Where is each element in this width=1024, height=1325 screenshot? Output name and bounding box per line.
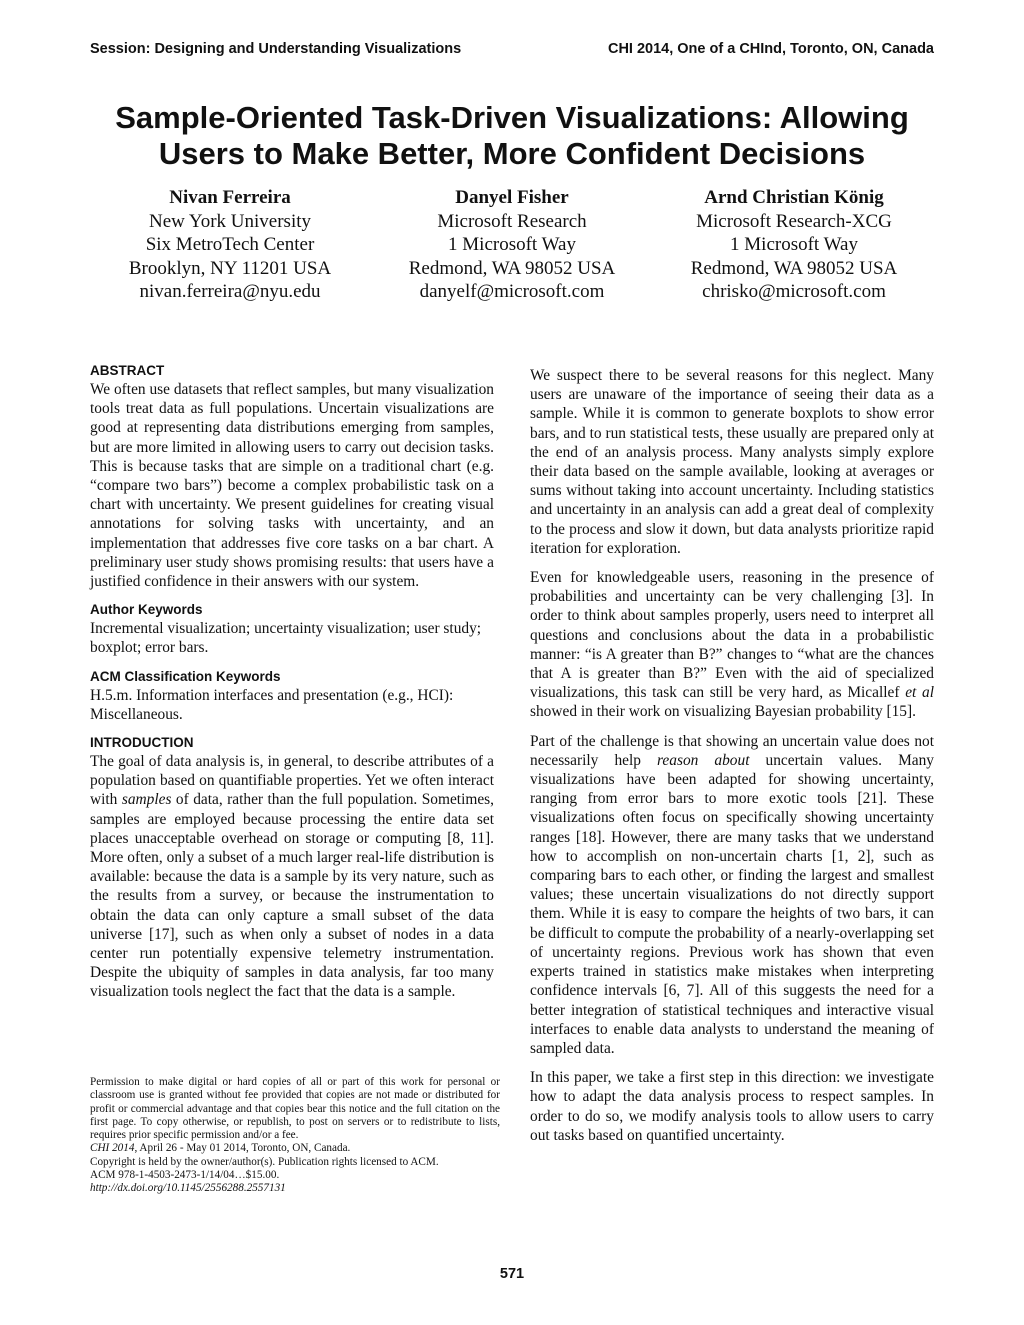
title-line-1: Sample-Oriented Task-Driven Visualizations: Allowing <box>115 100 909 135</box>
author-email: nivan.ferreira@nyu.edu <box>139 281 321 302</box>
introduction-heading: INTRODUCTION <box>90 735 194 751</box>
right-paragraph-3 <box>530 732 934 1058</box>
keywords-heading: Author Keywords <box>90 602 203 618</box>
right-paragraph-2 <box>530 568 934 722</box>
author-email: chrisko@microsoft.com <box>702 281 886 302</box>
left-column <box>90 362 494 1002</box>
abstract-heading: ABSTRACT <box>90 363 165 378</box>
author-1 <box>90 186 370 304</box>
abstract-text: We often use datasets that reflect samples, but many visualization tools treat data as full populations. Uncertain visualizations are good at representing data distributions emerging from samples, but are more limited in allowing users to carry out decision tasks. This is because tasks that are simple on a traditional chart (e.g. “compare two bars”) become a complex probabilistic task on a chart with uncertainty. We present guidelines for creating visual annotations for solving tasks with uncertainty, and an implementation that addresses five core tasks on a bar chart. A preliminary user study shows promising results: that users have a justified confidence in their answers with our system. <box>90 381 494 591</box>
permission-block <box>90 1076 500 1196</box>
right-paragraph-4: In this paper, we take a first step in this direction: we investigate how to adapt the data analysis process to respect samples. In order to do so, we modify analysis tools to allow users to carry out tasks based on quantified uncertainty. <box>530 1069 934 1144</box>
author-city: Redmond, WA 98052 USA <box>408 257 616 279</box>
p3-text-a: Part of the challenge is that showing an uncertain value does not necessarily help <box>530 732 934 769</box>
doi-link[interactable] <box>90 1182 500 1195</box>
author-name: Arnd Christian König <box>704 187 884 208</box>
author-2 <box>372 186 652 304</box>
author-affiliation: Microsoft Research <box>437 210 587 232</box>
author-email: danyelf@microsoft.com <box>419 281 605 302</box>
right-column <box>530 362 934 1145</box>
right-paragraph-1: We suspect there to be several reasons for this neglect. Many users are unaware of the importance of seeing their data as a sample. While it is common to generate boxplots to show error bars, and to run statistical tests, these usually are prepared only at the end of an analysis process. Many analysts simply explore their data based on the sample available, looking at averages or sums without taking into account uncertainty. Including statistics and uncertainty in an analysis can add a great deal of complexity to the process and slow it down, but data analysts prioritize rapid iteration for exploration. <box>530 367 934 557</box>
conference-label: CHI 2014, One of a CHInd, Toronto, ON, Canada <box>607 41 934 57</box>
title-line-2: Users to Make Better, More Confident Decisions <box>158 136 866 171</box>
conference-details: , April 26 - May 01 2014, Toronto, ON, Canada. <box>134 1142 351 1155</box>
introduction-paragraph <box>90 752 494 1002</box>
paper-title <box>60 100 964 172</box>
acm-number: ACM 978-1-4503-2473-1/14/04…$15.00. <box>90 1169 280 1182</box>
author-city: Brooklyn, NY 11201 USA <box>128 257 332 279</box>
author-street: 1 Microsoft Way <box>730 234 858 255</box>
session-label: Session: Designing and Understanding Visualizations <box>90 41 462 57</box>
conference-name: CHI 2014 <box>90 1142 135 1155</box>
author-affiliation: New York University <box>148 210 312 232</box>
permission-text: Permission to make digital or hard copies of all or part of this work for personal or classroom use is granted without fee provided that copies are not made or distributed for profit or commercial advantage and that copies bear this notice and the full citation on the first page. To copy otherwise, or republish, to post on servers or to redistribute to lists, requires prior specific permission and/or a fee. <box>90 1076 500 1142</box>
intro-text-b: of data, rather than the full population. Sometimes, samples are employed because processing the entire data set places unacceptable overhead on storage or computing [8, 11]. More often, only a subset of a much larger real-life distribution is available: because the data is a sample by its very nature, such as the results from a survey, or because the instrumentation to obtain the data can only capture a small subset of the data universe [17], such as when only a subset of nodes in a data center run potentially expensive telemetry instrumentation. Despite the ubiquity of samples in data analysis, far too many visualization tools neglect the fact that the data is a sample. <box>90 791 494 1001</box>
p2-text-a: Even for knowledgeable users, reasoning in the presence of probabilities and uncertainty can be very challenging [3]. In order to think about samples properly, users need to interpret all questions and conclusions about the data in a probabilistic manner: “is A greater than B?” changes to “what are the chances that A is greater than B?” Even with the aid of specialized visualizations, this task can still be very hard, as Micallef <box>530 569 934 702</box>
conference-line <box>90 1142 500 1155</box>
author-block <box>90 186 934 304</box>
author-city: Redmond, WA 98052 USA <box>690 257 898 279</box>
author-street: Six MetroTech Center <box>145 234 315 255</box>
intro-emphasis: samples <box>121 791 172 809</box>
p2-text-b: showed in their work on visualizing Bayesian probability [15]. <box>530 703 916 721</box>
running-header <box>90 41 934 57</box>
author-name: Danyel Fisher <box>455 187 569 208</box>
author-3 <box>654 186 934 304</box>
author-street: 1 Microsoft Way <box>448 234 576 255</box>
copyright-line: Copyright is held by the owner/author(s). Publication rights licensed to ACM. <box>90 1155 439 1168</box>
acm-heading: ACM Classification Keywords <box>90 668 281 684</box>
acm-text: H.5.m. Information interfaces and presentation (e.g., HCI): Miscellaneous. <box>90 686 454 723</box>
author-name: Nivan Ferreira <box>169 187 291 208</box>
page-number: 571 <box>499 1266 525 1282</box>
p2-emphasis: et al <box>905 684 934 702</box>
p3-emphasis: reason about <box>657 751 750 769</box>
intro-text-a: The goal of data analysis is, in general, to describe attributes of a population based on quantifiable properties. Yet we often interact with <box>90 753 494 809</box>
author-affiliation: Microsoft Research-XCG <box>696 210 892 232</box>
keywords-text: Incremental visualization; uncertainty visualization; user study; boxplot; error bars. <box>90 620 482 657</box>
p3-text-b: uncertain values. Many visualizations have been adapted for showing uncertainty, ranging from error bars to more exotic tools [21]. These visualizations often focus on specifically showing uncertainty ranges [18]. However, there are many tasks that we understand how to accomplish on non-uncertain charts [1, 2], such as comparing bars to each other, or finding the largest and smallest values; these uncertain visualizations do not directly support them. While it is easy to compare the heights of two bars, it can be difficult to compute the probability of a nearly-overlapping set of uncertainty regions. Previous work has shown that even experts trained in statistics make mistakes when interpreting confidence intervals [6, 7]. All of this suggests the need for a better integration of statistical techniques and interactive visual interfaces to enable data analysts to understand the meaning of sampled data. <box>530 751 934 1057</box>
doi-text[interactable]: http://dx.doi.org/10.1145/2556288.2557131 <box>90 1182 286 1195</box>
